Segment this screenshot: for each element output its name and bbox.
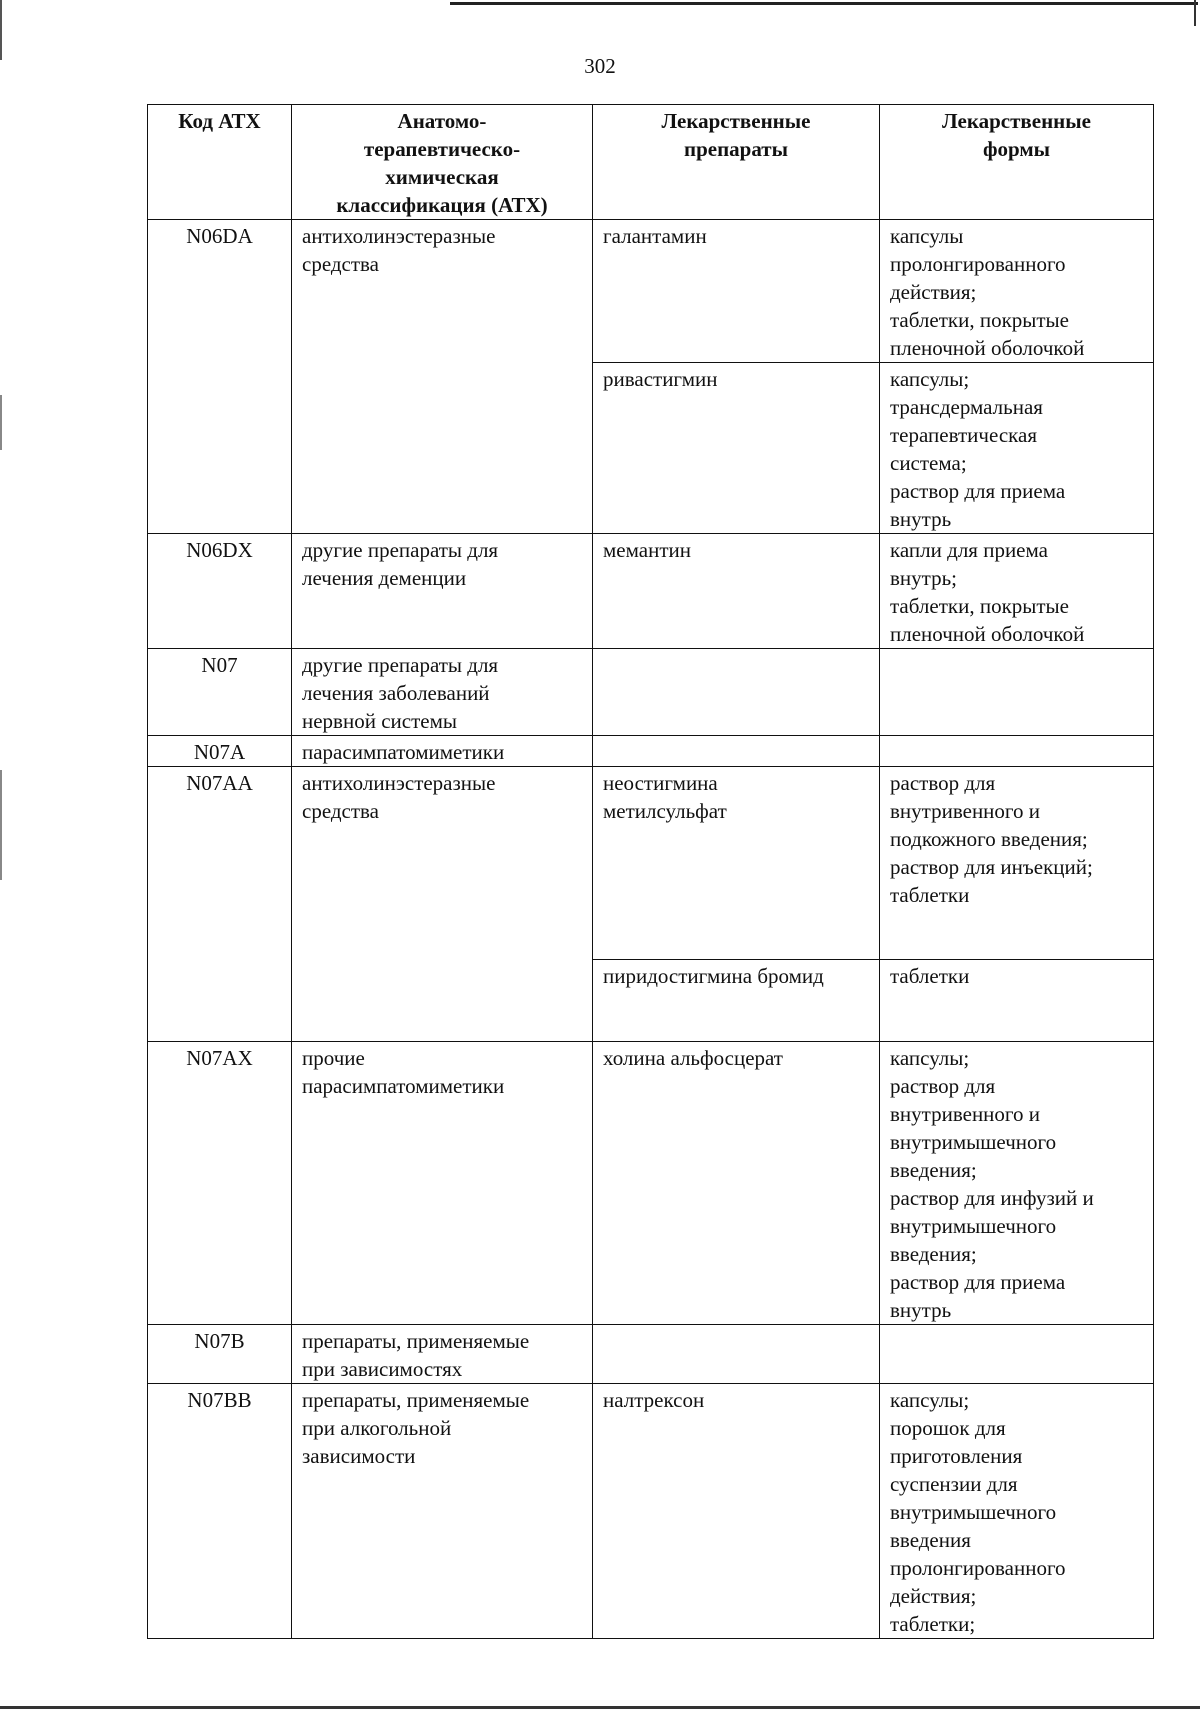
classification-text: лечения деменции xyxy=(302,566,467,590)
atx-classification-cell xyxy=(292,649,593,736)
atx-classification-cell xyxy=(292,1384,593,1639)
dosage-form-text: капсулы; xyxy=(890,367,970,391)
page-number: 302 xyxy=(584,54,616,78)
dosage-forms-cell xyxy=(880,767,1154,960)
table-row xyxy=(148,1384,1154,1639)
dosage-form-text: суспензии для xyxy=(890,1472,1018,1496)
dosage-form-text: капсулы xyxy=(890,224,964,248)
column-header-text: терапевтическо- xyxy=(363,137,521,161)
table-row xyxy=(148,649,1154,736)
dosage-form-text: пленочной оболочкой xyxy=(890,336,1085,360)
drug-name: холина альфосцерат xyxy=(603,1046,783,1070)
dosage-form-text: приготовления xyxy=(890,1444,1023,1468)
classification-text: лечения заболеваний xyxy=(302,681,490,705)
dosage-forms-cell xyxy=(880,1042,1154,1325)
classification-text: препараты, применяемые xyxy=(302,1329,530,1353)
atx-classification-cell xyxy=(292,736,593,767)
dosage-form-text: порошок для xyxy=(890,1416,1006,1440)
dosage-forms-cell xyxy=(880,649,1154,736)
dosage-form-text: капли для приема xyxy=(890,538,1048,562)
dosage-form-text: внутривенного и xyxy=(890,1102,1040,1126)
dosage-form-text: введения xyxy=(890,1528,971,1552)
dosage-form-text: пролонгированного xyxy=(890,1556,1066,1580)
dosage-form-text: таблетки xyxy=(890,964,970,988)
classification-text: парасимпатомиметики xyxy=(302,1074,505,1098)
dosage-form-text: раствор для инфузий и xyxy=(890,1186,1094,1210)
dosage-form-text: внутримышечного xyxy=(890,1214,1057,1238)
drug-cell xyxy=(593,1384,880,1639)
dosage-form-text: действия; xyxy=(890,280,977,304)
drug-cell xyxy=(593,960,880,1042)
classification-text: нервной системы xyxy=(302,709,457,733)
column-header-text: Анатомо- xyxy=(397,109,487,133)
table-row xyxy=(148,736,1154,767)
atx-classification-cell xyxy=(292,767,593,1042)
dosage-form-text: введения; xyxy=(890,1242,977,1266)
dosage-forms-cell xyxy=(880,534,1154,649)
classification-text: прочие xyxy=(302,1046,365,1070)
drug-name: неостигмина xyxy=(603,771,718,795)
dosage-form-text: раствор для инъекций; xyxy=(890,855,1093,879)
atx-table xyxy=(147,104,1154,1639)
drug-cell xyxy=(593,1042,880,1325)
column-header-classification xyxy=(292,105,593,220)
dosage-form-text: таблетки, покрытые xyxy=(890,594,1069,618)
dosage-form-text: внутримышечного xyxy=(890,1500,1057,1524)
scan-edge-left xyxy=(0,770,2,880)
column-header-text: Код АТХ xyxy=(178,109,261,133)
dosage-form-text: внутримышечного xyxy=(890,1130,1057,1154)
dosage-form-text: трансдермальная xyxy=(890,395,1043,419)
drug-cell xyxy=(593,649,880,736)
dosage-forms-cell xyxy=(880,1384,1154,1639)
scan-edge-bottom xyxy=(0,1706,1200,1709)
dosage-form-text: таблетки, покрытые xyxy=(890,308,1069,332)
drug-cell xyxy=(593,736,880,767)
classification-text: зависимости xyxy=(302,1444,416,1468)
table-row xyxy=(148,1042,1154,1325)
classification-text: другие препараты для xyxy=(302,653,499,677)
table-row xyxy=(148,767,1154,960)
dosage-form-text: внутривенного и xyxy=(890,799,1040,823)
dosage-form-text: капсулы; xyxy=(890,1046,970,1070)
drug-cell xyxy=(593,220,880,363)
drug-name: ривастигмин xyxy=(603,367,718,391)
dosage-form-text: система; xyxy=(890,451,967,475)
classification-text: при алкогольной xyxy=(302,1416,452,1440)
atx-classification-cell xyxy=(292,1325,593,1384)
drug-cell xyxy=(593,534,880,649)
dosage-form-text: действия; xyxy=(890,1584,977,1608)
dosage-form-text: внутрь xyxy=(890,1298,952,1322)
column-header-text: Лекарственные xyxy=(942,109,1091,133)
atx-code-cell: N07A xyxy=(148,736,292,767)
atx-code-cell: N07 xyxy=(148,649,292,736)
scan-edge-top xyxy=(450,2,1198,5)
drug-name: мемантин xyxy=(603,538,691,562)
dosage-form-text: таблетки; xyxy=(890,1612,976,1636)
table-row xyxy=(148,534,1154,649)
dosage-form-text: внутрь xyxy=(890,507,952,531)
column-header-text: Лекарственные xyxy=(661,109,811,133)
scan-edge-right xyxy=(1194,0,1196,26)
classification-text: антихолинэстеразные xyxy=(302,224,496,248)
drug-cell xyxy=(593,363,880,534)
table-row xyxy=(148,1325,1154,1384)
column-header-code xyxy=(148,105,292,220)
atx-code-cell: N06DA xyxy=(148,220,292,534)
dosage-form-text: пленочной оболочкой xyxy=(890,622,1085,646)
drug-cell xyxy=(593,1325,880,1384)
classification-text: средства xyxy=(302,252,380,276)
dosage-form-text: пролонгированного xyxy=(890,252,1066,276)
dosage-forms-cell xyxy=(880,1325,1154,1384)
dosage-form-text: введения; xyxy=(890,1158,977,1182)
dosage-form-text: таблетки xyxy=(890,883,970,907)
column-header-forms xyxy=(880,105,1154,220)
scan-edge-left xyxy=(0,0,2,60)
drug-name: пиридостигмина бромид xyxy=(603,964,824,988)
scan-edge-left xyxy=(0,395,2,450)
atx-code-cell: N07AX xyxy=(148,1042,292,1325)
table-header-row xyxy=(148,105,1154,220)
classification-text: другие препараты для xyxy=(302,538,499,562)
drug-name: налтрексон xyxy=(603,1388,705,1412)
dosage-form-text: капсулы; xyxy=(890,1388,970,1412)
drug-name: метилсульфат xyxy=(603,799,727,823)
atx-code-cell: N06DX xyxy=(148,534,292,649)
dosage-forms-cell xyxy=(880,960,1154,1042)
table-row xyxy=(148,220,1154,363)
atx-code-cell: N07BB xyxy=(148,1384,292,1639)
dosage-form-text: раствор для xyxy=(890,1074,996,1098)
classification-text: препараты, применяемые xyxy=(302,1388,530,1412)
column-header-drugs xyxy=(593,105,880,220)
column-header-text: препараты xyxy=(683,137,789,161)
classification-text: средства xyxy=(302,799,380,823)
atx-classification-cell xyxy=(292,220,593,534)
column-header-text: классификация (АТХ) xyxy=(336,193,548,217)
column-header-text: формы xyxy=(982,137,1051,161)
dosage-form-text: раствор для приема xyxy=(890,479,1066,503)
atx-classification-cell xyxy=(292,534,593,649)
dosage-form-text: раствор для xyxy=(890,771,996,795)
dosage-form-text: раствор для приема xyxy=(890,1270,1066,1294)
dosage-form-text: внутрь; xyxy=(890,566,957,590)
atx-classification-cell xyxy=(292,1042,593,1325)
classification-text: антихолинэстеразные xyxy=(302,771,496,795)
atx-code-cell: N07AA xyxy=(148,767,292,1042)
dosage-forms-cell xyxy=(880,736,1154,767)
drug-name: галантамин xyxy=(603,224,707,248)
column-header-text: химическая xyxy=(385,165,499,189)
dosage-form-text: терапевтическая xyxy=(890,423,1037,447)
classification-text: парасимпатомиметики xyxy=(302,740,505,764)
atx-code-cell: N07B xyxy=(148,1325,292,1384)
dosage-forms-cell xyxy=(880,363,1154,534)
classification-text: при зависимостях xyxy=(302,1357,463,1381)
dosage-form-text: подкожного введения; xyxy=(890,827,1088,851)
dosage-forms-cell xyxy=(880,220,1154,363)
drug-cell xyxy=(593,767,880,960)
